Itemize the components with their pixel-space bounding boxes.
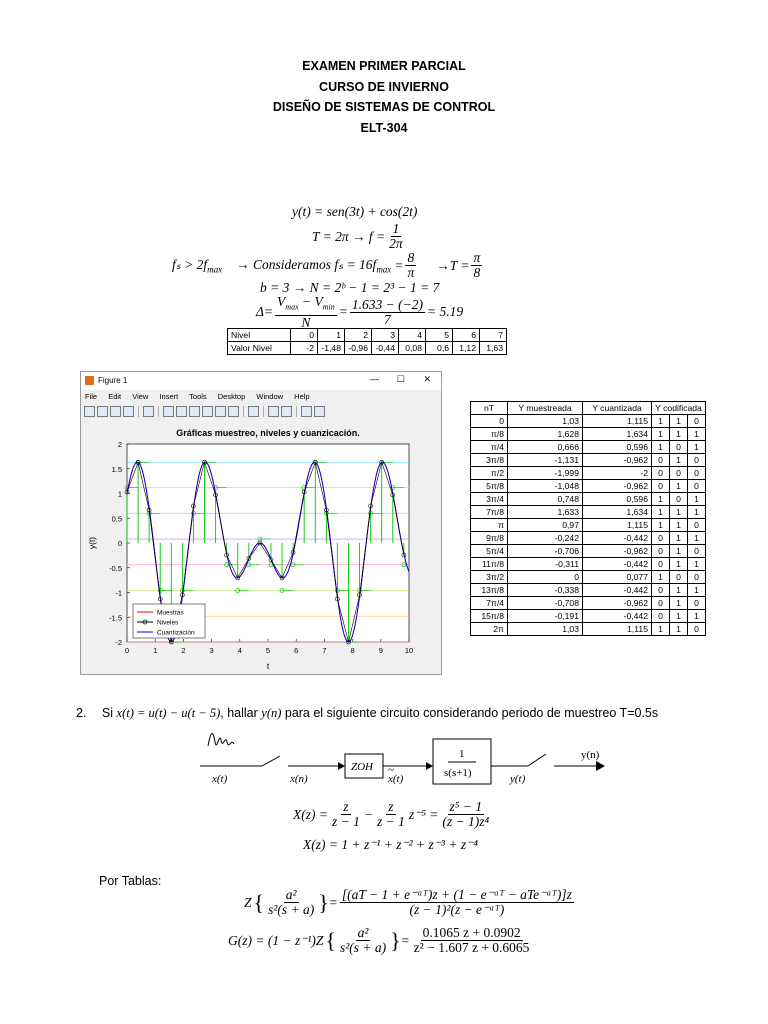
y-cuantizada-cell: 1,115	[583, 623, 652, 636]
header-nt: nT	[471, 402, 508, 415]
y-muestreada-cell: -0,708	[508, 597, 583, 610]
menu-view[interactable]: View	[132, 392, 149, 401]
eq-sampling	[172, 251, 484, 280]
eq-period	[312, 222, 407, 251]
code-bit-cell: 0	[670, 441, 688, 454]
levels-row1-label: Nivel	[228, 329, 291, 342]
nt-cell: π/4	[471, 441, 508, 454]
ztable-frac: $\frac{\text{a²}}{\text{s²(s + a)}}$	[268, 887, 315, 917]
nt-cell: 11π/8	[471, 558, 508, 571]
nt-cell: 7π/4	[471, 597, 508, 610]
y-muestreada-cell: -0,242	[508, 532, 583, 545]
code-bit-cell: 1	[670, 558, 688, 571]
code-bit-cell: 1	[670, 532, 688, 545]
code-bit-cell: 1	[652, 571, 670, 584]
y-cuantizada-cell: -0,442	[583, 558, 652, 571]
y-muestreada-cell: -0,338	[508, 584, 583, 597]
y-muestreada-cell: 1,03	[508, 623, 583, 636]
xz-frac3: $\frac{\text{z⁵ − 1}}{\text{(z − 1)z⁴}}$	[442, 799, 490, 829]
ztable-result: $\frac{\text{[(aT − 1 + e⁻ᵃᵀ)z + (1 − e⁻ᵃᵀ − aTe⁻ᵃᵀ)]z}}{\text{(z − 1)²(z − e⁻ᵃᵀ)}}$	[341, 887, 572, 917]
sampler-switch-2	[528, 754, 546, 766]
ztable-eq: =	[328, 894, 338, 910]
hide-plot-tools-icon[interactable]	[301, 406, 312, 417]
y-muestreada-cell: 0,97	[508, 519, 583, 532]
y-cuantizada-cell: -0,442	[583, 532, 652, 545]
ztable-lead: Z	[244, 894, 252, 910]
y-cuantizada-cell: -0,442	[583, 610, 652, 623]
xz-tail: z⁻⁵ =	[408, 806, 439, 822]
link-plot-icon[interactable]	[248, 406, 259, 417]
y-muestreada-cell: 1,633	[508, 506, 583, 519]
header-code: ELT-304	[360, 120, 408, 135]
code-bit-cell: 1	[652, 428, 670, 441]
save-icon[interactable]	[110, 406, 121, 417]
colorbar-icon[interactable]	[268, 406, 279, 417]
input-signal-icon	[208, 733, 234, 746]
code-bit-cell: 1	[670, 428, 688, 441]
eq-fs-frac	[405, 251, 416, 280]
y-cuantizada-cell: -0,962	[583, 597, 652, 610]
arrow-to-zoh	[338, 762, 345, 770]
problem-text-a: Si	[101, 706, 117, 720]
menu-edit[interactable]: Edit	[108, 392, 122, 401]
sample-table-row	[471, 545, 706, 558]
menu-desktop[interactable]: Desktop	[217, 392, 246, 401]
label-yt: y(t)	[510, 773, 526, 785]
gz-result: $\frac{0.1065 z + 0.0902}{\text{z² − 1.607 z + 0.6065}}$	[413, 925, 530, 955]
code-bit-cell: 0	[688, 480, 706, 493]
level-value-cell: -0,96	[345, 342, 372, 355]
legend-label: Cuantización	[157, 629, 195, 637]
y-muestreada-cell: -1,131	[508, 454, 583, 467]
code-bit-cell: 0	[652, 545, 670, 558]
header-y-codificada: Y codificada	[652, 402, 706, 415]
nt-cell: 5π/8	[471, 480, 508, 493]
x-axis-label: t	[266, 661, 270, 671]
ztable-brace-open: {	[253, 889, 265, 915]
code-bit-cell: 1	[688, 610, 706, 623]
plant-denominator: s(s+1)	[444, 767, 472, 779]
levels-row-nivel	[228, 329, 507, 342]
y-cuantizada-cell: 0,596	[583, 441, 652, 454]
sample-table-row	[471, 467, 706, 480]
menu-help[interactable]: Help	[294, 392, 310, 401]
levels-row-valor	[228, 342, 507, 355]
y-muestreada-cell: -1,048	[508, 480, 583, 493]
eq-delta	[256, 295, 463, 330]
figure-menubar	[85, 392, 319, 401]
xz-frac1: $\frac{z}{z - 1}$	[331, 799, 360, 829]
y-muestreada-cell: 1,03	[508, 415, 583, 428]
problem-yn: y(n)	[261, 706, 282, 720]
menu-tools[interactable]: Tools	[189, 392, 207, 401]
y-cuantizada-cell: 1,115	[583, 519, 652, 532]
code-bit-cell: 1	[652, 623, 670, 636]
gz-brace-close: }	[390, 927, 401, 953]
x-tick-label: 2	[181, 646, 186, 655]
level-value-cell: -1,48	[318, 342, 345, 355]
toolbar-separator	[138, 406, 139, 417]
code-bit-cell: 0	[652, 532, 670, 545]
eq-period-num: 1	[392, 221, 400, 236]
y-muestreada-cell: -0,706	[508, 545, 583, 558]
level-cell: 2	[345, 329, 372, 342]
eq-delta-den2: 7	[384, 311, 391, 327]
sample-table-body	[471, 415, 706, 636]
level-cell: 4	[399, 329, 426, 342]
sample-table-row	[471, 610, 706, 623]
menu-window[interactable]: Window	[256, 392, 284, 401]
block-diagram	[200, 728, 620, 788]
y-muestreada-cell: -0,311	[508, 558, 583, 571]
por-tablas-label: Por Tablas:	[99, 874, 162, 888]
figure-window	[80, 371, 442, 675]
label-xn: x(n)	[290, 773, 308, 785]
levels-row2-label: Valor Nivel	[228, 342, 291, 355]
gz-eq: =	[400, 932, 410, 948]
legend-icon[interactable]	[281, 406, 292, 417]
eq-consider: → Consideramos $f_s = 16f_{max}$	[236, 256, 392, 275]
x-tick-label: 7	[322, 646, 327, 655]
sample-table-row	[471, 454, 706, 467]
sample-table-row	[471, 558, 706, 571]
rotate-icon[interactable]	[202, 406, 213, 417]
problem-text-c: para el siguiente circuito considerando periodo de muestreo T=0.5s	[281, 706, 659, 720]
chart-title: Gráficas muestreo, niveles y cuanzicación.	[176, 428, 360, 438]
code-bit-cell: 1	[670, 519, 688, 532]
y-tick-label: -0.5	[109, 563, 122, 573]
toolbar-separator	[296, 406, 297, 417]
code-bit-cell: 1	[652, 519, 670, 532]
eq-ztable	[244, 888, 576, 917]
zoh-label: ZOH	[351, 761, 374, 773]
y-tick-label: 0	[117, 539, 122, 548]
y-cuantizada-cell: 0,077	[583, 571, 652, 584]
code-bit-cell: 1	[670, 623, 688, 636]
code-bit-cell: 1	[670, 480, 688, 493]
legend-label: Muestras	[157, 609, 184, 617]
code-bit-cell: 0	[652, 454, 670, 467]
nt-cell: π/2	[471, 467, 508, 480]
sampler-switch-1	[262, 756, 280, 766]
eq-T-den: 8	[473, 265, 481, 280]
xz-lead: X(z) =	[293, 806, 328, 822]
code-bit-cell: 1	[688, 558, 706, 571]
arrow-output	[596, 761, 605, 771]
code-bit-cell: 1	[670, 454, 688, 467]
y-tick-label: 2	[117, 440, 122, 449]
eq-fs-num: 8	[407, 250, 415, 265]
code-bit-cell: 1	[670, 545, 688, 558]
nt-cell: 3π/4	[471, 493, 508, 506]
x-tick-label: 10	[404, 646, 414, 655]
y-cuantizada-cell: -0,962	[583, 545, 652, 558]
sample-table-row	[471, 623, 706, 636]
pointer-icon[interactable]	[143, 406, 154, 417]
code-bit-cell: 1	[652, 415, 670, 428]
header-title: EXAMEN PRIMER PARCIAL	[302, 59, 466, 73]
x-tick-label: 4	[237, 646, 242, 655]
code-bit-cell: 1	[670, 415, 688, 428]
y-muestreada-cell: -1,999	[508, 467, 583, 480]
level-cell: 3	[372, 329, 399, 342]
code-bit-cell: 0	[688, 454, 706, 467]
show-plot-tools-icon[interactable]	[314, 406, 325, 417]
print-icon[interactable]	[123, 406, 134, 417]
y-tick-label: -1	[115, 588, 122, 598]
nt-cell: 0	[471, 415, 508, 428]
data-cursor-icon[interactable]	[215, 406, 226, 417]
eq-period-frac	[387, 222, 405, 251]
eq-delta-num: $V_{max} - V_{min}$	[275, 295, 337, 316]
gz-frac: $\frac{\text{a²}}{\text{s²(s + a)}}$	[339, 925, 387, 955]
y-cuantizada-cell: -2	[583, 467, 652, 480]
code-bit-cell: 0	[652, 610, 670, 623]
y-axis-label: y(t)	[87, 536, 97, 550]
toolbar-separator	[243, 406, 244, 417]
nt-cell: π/8	[471, 428, 508, 441]
xz-minus: −	[363, 806, 373, 822]
nt-cell: 7π/8	[471, 506, 508, 519]
y-cuantizada-cell: -0,962	[583, 454, 652, 467]
header-course: CURSO DE INVIERNO	[319, 79, 449, 94]
x-tick-label: 1	[153, 646, 158, 655]
label-xt-tilde: x(t)	[388, 773, 404, 785]
sample-table-row	[471, 597, 706, 610]
nt-cell: 3π/8	[471, 454, 508, 467]
eq-nyquist: $f_s > 2f_{max}$	[172, 256, 223, 275]
y-muestreada-cell: 0,748	[508, 493, 583, 506]
eq-delta-eq: =	[338, 304, 348, 320]
level-value-cell: -0,44	[372, 342, 399, 355]
y-cuantizada-cell: 1,634	[583, 506, 652, 519]
exam-header	[0, 56, 768, 138]
sample-table-row	[471, 415, 706, 428]
code-bit-cell: 0	[670, 571, 688, 584]
eq-delta-lead: Δ=	[256, 304, 274, 320]
eq-bits: b = 3 → N = 2ᵇ − 1 = 2³ − 1 = 7	[260, 280, 440, 295]
code-bit-cell: 0	[652, 480, 670, 493]
code-bit-cell: 1	[670, 610, 688, 623]
sample-table-row	[471, 519, 706, 532]
problem-2-statement	[76, 706, 658, 721]
code-bit-cell: 0	[688, 623, 706, 636]
xz-frac2: $\frac{z}{z - 1}$	[376, 799, 405, 829]
nt-cell: 3π/2	[471, 571, 508, 584]
code-bit-cell: 1	[670, 584, 688, 597]
code-bit-cell: 1	[688, 493, 706, 506]
y-muestreada-cell: 1,628	[508, 428, 583, 441]
y-cuantizada-cell: -0,442	[583, 584, 652, 597]
eq-xz-1	[293, 800, 493, 829]
y-tick-label: -2	[115, 638, 122, 647]
eq-delta-num2: 1.633 − (−2)	[351, 296, 423, 312]
pan-icon[interactable]	[189, 406, 200, 417]
arrow-to-plant	[426, 762, 433, 770]
eq-T-num: π	[473, 250, 481, 265]
code-bit-cell: 1	[688, 532, 706, 545]
code-bit-cell: 0	[652, 584, 670, 597]
label-xt: x(t)	[212, 773, 228, 785]
eq-T-frac	[471, 251, 482, 280]
eq-delta-frac2	[350, 298, 425, 327]
zoom-out-icon[interactable]	[176, 406, 187, 417]
maximize-button[interactable]: ☐	[396, 374, 405, 384]
level-cell: 0	[291, 329, 318, 342]
code-bit-cell: 0	[670, 467, 688, 480]
x-tick-label: 0	[124, 646, 130, 655]
nt-cell: 15π/8	[471, 610, 508, 623]
code-bit-cell: 0	[688, 415, 706, 428]
header-subject: DISEÑO DE SISTEMAS DE CONTROL	[272, 100, 496, 114]
code-bit-cell: 1	[652, 506, 670, 519]
gz-lead: G(z) = (1 − z⁻¹)Z	[228, 932, 324, 948]
sample-table	[470, 401, 706, 636]
plot-canvas	[81, 420, 441, 674]
x-tick-label: 8	[350, 646, 355, 655]
nt-cell: 5π/4	[471, 545, 508, 558]
code-bit-cell: 1	[670, 597, 688, 610]
sample-table-row	[471, 493, 706, 506]
eq-fs-T: →T =	[436, 257, 470, 273]
code-bit-cell: 0	[688, 545, 706, 558]
sample-table-row	[471, 428, 706, 441]
y-tick-label: 0.5	[111, 514, 122, 524]
code-bit-cell: 0	[688, 571, 706, 584]
code-bit-cell: 0	[652, 558, 670, 571]
y-cuantizada-cell: 1,634	[583, 428, 652, 441]
y-tick-label: 1.5	[111, 464, 122, 474]
y-cuantizada-cell: -0,962	[583, 480, 652, 493]
problem-xt: x(t) = u(t) − u(t − 5)	[116, 706, 221, 720]
figure-toolbar	[84, 404, 325, 418]
header-y-muestreada: Y muestreada	[508, 402, 583, 415]
x-tick-label: 6	[294, 646, 299, 655]
eq-xz-2: X(z) = 1 + z⁻¹ + z⁻² + z⁻³ + z⁻⁴	[303, 837, 478, 852]
nt-cell: π	[471, 519, 508, 532]
figure-titlebar	[81, 372, 441, 390]
sample-table-row	[471, 532, 706, 545]
code-bit-cell: 1	[688, 441, 706, 454]
eq-fs-eq: =	[394, 257, 404, 273]
eq-period-left: T = 2π → f =	[312, 228, 386, 244]
brush-icon[interactable]	[228, 406, 239, 417]
label-yn: y(n)	[581, 749, 600, 761]
y-muestreada-cell: 0,666	[508, 441, 583, 454]
x-tick-label: 3	[209, 646, 214, 655]
level-value-cell: 1,63	[480, 342, 507, 355]
problem-number: 2.	[76, 706, 87, 720]
sample-table-row	[471, 571, 706, 584]
figure-title: Figure 1	[98, 376, 128, 385]
code-bit-cell: 1	[688, 428, 706, 441]
levels-table	[227, 328, 507, 355]
level-cell: 5	[426, 329, 453, 342]
minimize-button[interactable]: —	[370, 374, 379, 384]
level-value-cell: -2	[291, 342, 318, 355]
code-bit-cell: 0	[670, 493, 688, 506]
code-bit-cell: 1	[688, 506, 706, 519]
matlab-logo-icon	[85, 376, 94, 385]
level-value-cell: 0,08	[399, 342, 426, 355]
level-cell: 1	[318, 329, 345, 342]
sample-table-header	[471, 402, 706, 415]
code-bit-cell: 0	[652, 597, 670, 610]
code-bit-cell: 0	[688, 597, 706, 610]
y-tick-label: -1.5	[109, 613, 122, 623]
sample-table-row	[471, 441, 706, 454]
menu-insert[interactable]: Insert	[159, 392, 179, 401]
eq-gz	[228, 926, 533, 955]
code-bit-cell: 0	[688, 519, 706, 532]
y-tick-label: 1	[117, 489, 122, 499]
code-bit-cell: 0	[652, 467, 670, 480]
code-bit-cell: 1	[652, 493, 670, 506]
gz-brace-open: {	[325, 927, 336, 953]
zoom-in-icon[interactable]	[163, 406, 174, 417]
eq-delta-den: N	[301, 314, 311, 330]
sample-table-row	[471, 480, 706, 493]
nt-cell: 13π/8	[471, 584, 508, 597]
eq-period-den: 2π	[389, 236, 403, 251]
y-cuantizada-cell: 1,115	[583, 415, 652, 428]
sample-table-row	[471, 506, 706, 519]
level-cell: 7	[480, 329, 507, 342]
eq-delta-result: = 5.19	[426, 304, 464, 320]
level-value-cell: 0,6	[426, 342, 453, 355]
y-muestreada-cell: -0,191	[508, 610, 583, 623]
code-bit-cell: 1	[670, 506, 688, 519]
code-bit-cell: 0	[688, 467, 706, 480]
level-value-cell: 1,12	[453, 342, 480, 355]
menu-file[interactable]: File	[85, 392, 98, 401]
tilde-mark: ~	[388, 764, 394, 776]
header-y-cuantizada: Y cuantizada	[583, 402, 652, 415]
ztable-brace-close: }	[318, 889, 329, 915]
code-bit-cell: 1	[688, 584, 706, 597]
open-file-icon[interactable]	[97, 406, 108, 417]
sample-table-row	[471, 584, 706, 597]
y-muestreada-cell: 0	[508, 571, 583, 584]
toolbar-separator	[158, 406, 159, 417]
legend-label: Niveles	[157, 619, 179, 627]
eq-signal: y(t) = sen(3t) + cos(2t)	[292, 204, 418, 219]
level-cell: 6	[453, 329, 480, 342]
nt-cell: 2π	[471, 623, 508, 636]
toolbar-separator	[263, 406, 264, 417]
y-cuantizada-cell: 0,596	[583, 493, 652, 506]
problem-text-b: , hallar	[220, 706, 262, 720]
x-tick-label: 5	[265, 646, 271, 655]
x-tick-label: 9	[378, 646, 383, 655]
nt-cell: 9π/8	[471, 532, 508, 545]
eq-delta-frac	[275, 295, 337, 330]
eq-fs-den: π	[407, 265, 415, 280]
plant-numerator: 1	[459, 748, 465, 760]
close-button[interactable]: ✕	[423, 374, 431, 384]
new-figure-icon[interactable]	[84, 406, 95, 417]
code-bit-cell: 1	[652, 441, 670, 454]
